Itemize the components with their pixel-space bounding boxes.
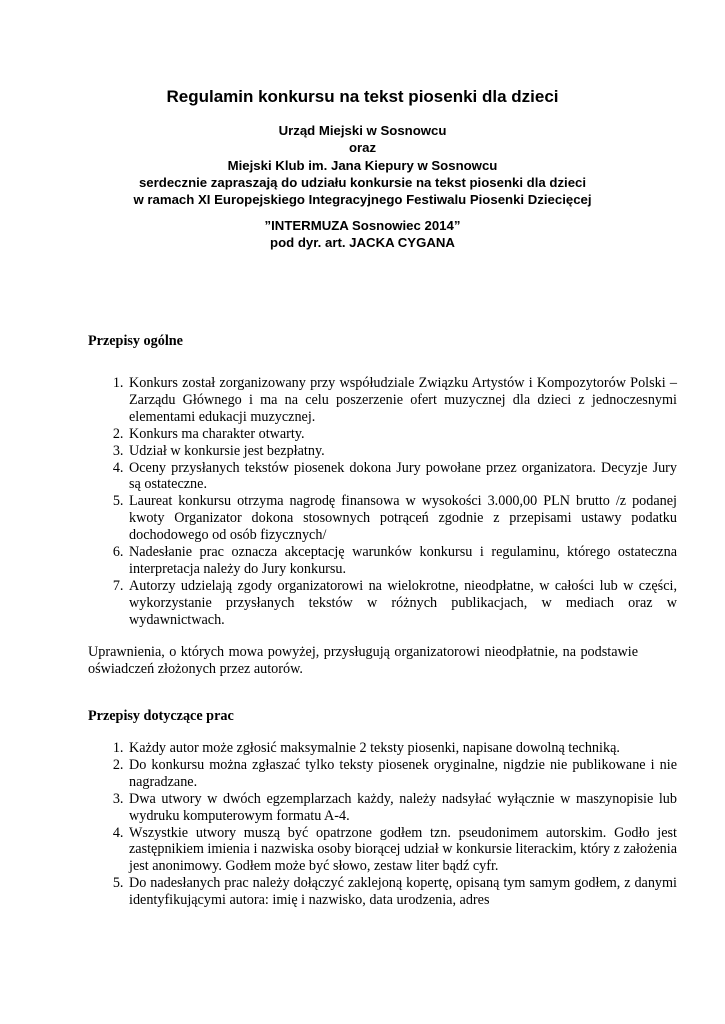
- conjunction-line: oraz: [348, 140, 377, 156]
- list-item: 7. Autorzy udzielają zgody organizatorowi na wielokrotne, nieodpłatne, w całości lub w części, wykorzystanie przysłanych tekstów w różnych publikacjach, w mediach oraz w wydawnictwach.: [127, 578, 677, 629]
- list-item: 4. Oceny przysłanych tekstów piosenek dokona Jury powołane przez organizatora. Decyzje Jury są ostateczne.: [127, 460, 677, 494]
- section-heading-general: Przepisy ogólne: [88, 333, 183, 349]
- list-item: 2. Konkurs ma charakter otwarty.: [127, 426, 677, 443]
- list-item: 1. Konkurs został zorganizowany przy współudziale Związku Artystów i Kompozytorów Polski – Zarządu Głównego i ma na celu poszerzenie ofert muzycznej dla dzieci z jednoczesnymi elementami edukacji muzycznej.: [127, 375, 677, 426]
- document-title: Regulamin konkursu na tekst piosenki dla dzieci: [166, 87, 559, 106]
- organizer-line: Urząd Miejski w Sosnowcu: [278, 123, 447, 138]
- section-heading-works: Przepisy dotyczące prac: [88, 708, 234, 724]
- invitation-line: serdecznie zapraszają do udziału konkursie na tekst piosenki dla dzieci: [138, 174, 587, 190]
- general-rules-list: [88, 375, 677, 629]
- list-item: 5. Laureat konkursu otrzyma nagrodę finansowa w wysokości 3.000,00 PLN brutto /z podanej kwoty Organizator dokona stosownych potrąceń zgodnie z przepisami ustawy podatku dochodowego od osób fizycznych/: [127, 493, 677, 544]
- list-item: 3. Dwa utwory w dwóch egzemplarzach każdy, należy nadsyłać wyłącznie w maszynopisie lub wydruku komputerowym formatu A-4.: [127, 791, 677, 825]
- festival-context-line: w ramach XI Europejskiego Integracyjnego Festiwalu Piosenki Dziecięcej: [133, 192, 592, 208]
- list-item: 4. Wszystkie utwory muszą być opatrzone godłem tzn. pseudonimem autorskim. Godło jest zastępnikiem imienia i nazwiska osoby biorącej udział w konkursie literackim, który z założenia jest anonimowy. Godłem może być słowo, zestaw liter bądź cyfr.: [127, 825, 677, 876]
- list-item: 2. Do konkursu można zgłaszać tylko teksty piosenek oryginalne, nigdzie nie publikowane i nie nagradzane.: [127, 757, 677, 791]
- list-item: 6. Nadesłanie prac oznacza akceptację warunków konkursu i regulaminu, którego ostateczna interpretacja należy do Jury konkursu.: [127, 544, 677, 578]
- festival-block: [0, 217, 725, 252]
- list-item: 5. Do nadesłanych prac należy dołączyć zaklejoną kopertę, opisaną tym samym godłem, z danymi identyfikującymi autora: imię i nazwisko, data urodzenia, adres: [127, 875, 677, 909]
- invitation-header: [0, 122, 725, 208]
- rights-paragraph: Uprawnienia, o których mowa powyżej, przysługują organizatorowi nieodpłatnie, na podstawie oświadczeń złożonych przez autorów.: [88, 644, 638, 677]
- works-rules-list: [88, 740, 677, 909]
- co-organizer-line: Miejski Klub im. Jana Kiepury w Sosnowcu: [227, 157, 498, 173]
- artistic-director: pod dyr. art. JACKA CYGANA: [270, 235, 455, 251]
- list-item: 1. Każdy autor może zgłosić maksymalnie 2 teksty piosenki, napisane dowolną techniką.: [127, 740, 677, 757]
- festival-name: ”INTERMUZA Sosnowiec 2014”: [264, 218, 461, 233]
- list-item: 3. Udział w konkursie jest bezpłatny.: [127, 443, 677, 460]
